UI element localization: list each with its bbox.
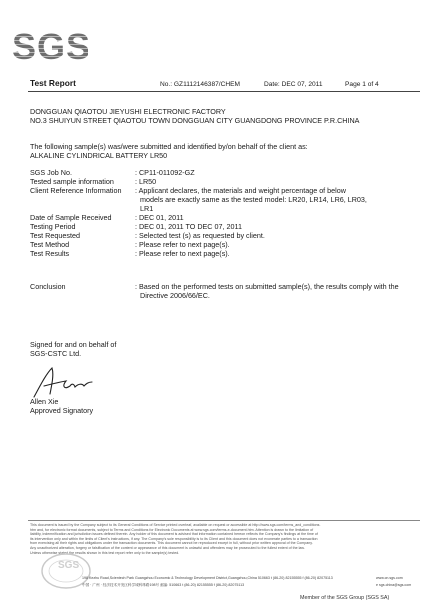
field-value: : CP11-011092-GZ xyxy=(135,168,195,177)
disclaimer-line: Unless otherwise stated the results shown in this test report refer only to the sample(s) tested. xyxy=(30,550,180,555)
conclusion-label: Conclusion xyxy=(30,282,66,291)
header-divider xyxy=(28,91,420,92)
field-value: : Applicant declares, the materials and weight percentage of below xyxy=(135,186,346,195)
field-label: Testing Period xyxy=(30,222,76,231)
document-title: Test Report xyxy=(30,78,76,88)
footer-address-cn: 中国 · 广州 · 经济技术开发区科学城科珠路198号 邮编: 510663 t (86-20) 82155555 f (86-20) 82075113 xyxy=(82,583,245,587)
field-value: : Please refer to next page(s). xyxy=(135,240,230,249)
sgs-logo xyxy=(12,26,92,68)
conclusion-text: : Based on the performed tests on submitted sample(s), the results comply with the xyxy=(135,282,399,291)
disclaimer-line: This document is issued by the Company subject to its General Conditions of Service printed overleaf, available on request or accessible at http://www.sgs.com/terms_and_conditions. xyxy=(30,523,321,527)
disclaimer-line: Any unauthorized alteration, forgery or falsification of the content or appearance of this document is unlawful and offenders may be prosecuted to the fullest extent of the law. xyxy=(30,545,305,550)
client-address: NO.3 SHUIYUN STREET QIAOTOU TOWN DONGGUAN CITY GUANGDONG PROVINCE P.R.CHINA xyxy=(30,116,360,125)
report-number: No.: GZ1112146387/CHEM xyxy=(160,81,241,88)
disclaimer-line: liability, indemnification and jurisdiction issues defined therein. Any holder of this document is advised that information contained hereon reflects the Company's findings at the time of xyxy=(30,532,318,537)
disclaimer-line: from exercising all their rights and obligations under the transaction documents. This document cannot be reproduced except in full, without prior written approval of the Company. xyxy=(30,541,313,546)
footer-divider xyxy=(28,520,420,521)
sample-description: ALKALINE CYLINDRICAL BATTERY LR50 xyxy=(30,151,168,160)
footer-email: e sgs.china@sgs.com xyxy=(376,583,412,587)
sample-intro: The following sample(s) was/were submitted and identified by/on behalf of the client as: xyxy=(30,142,308,151)
signatory-title: Approved Signatory xyxy=(30,406,94,415)
client-name: DONGGUAN QIAOTOU JIEYUSHI ELECTRONIC FACTORY xyxy=(30,107,226,116)
field-label: Test Requested xyxy=(30,231,80,240)
field-label: Date of Sample Received xyxy=(30,213,112,222)
handwritten-signature xyxy=(30,364,100,400)
field-value: : DEC 01, 2011 xyxy=(135,213,184,222)
footer-address-en: 198 Kezhu Road,Scientech Park Guangzhou Economic & Technology Development District,Guangzhou,China 510663 t (86-20) 82155555 f (86-20) 82075113 xyxy=(82,576,333,580)
field-value: : Please refer to next page(s). xyxy=(135,249,230,258)
sgs-logo-text: SGS xyxy=(12,26,92,67)
signed-for-text: Signed for and on behalf of xyxy=(30,340,117,349)
field-label: Tested sample information xyxy=(30,177,114,186)
field-label: Test Results xyxy=(30,249,70,258)
seal-stamp-text: SGS xyxy=(58,560,80,571)
disclaimer-line: htm and, for electronic format documents, subject to Terms and Conditions for Electronic Documents at www.sgs.com/terms-e-document.htm. Attention is drawn to the limitation of xyxy=(30,527,314,532)
field-value: : Selected test (s) as requested by client. xyxy=(135,231,265,240)
footer-website: www.cn.sgs.com xyxy=(376,576,403,580)
field-value-continued: models are exactly same as the tested model: LR20, LR14, LR6, LR03, xyxy=(140,195,367,204)
page-number: Page 1 of 4 xyxy=(345,81,379,88)
signatory-name: Allen Xie xyxy=(30,397,59,406)
field-value: : LR50 xyxy=(135,177,157,186)
field-label: SGS Job No. xyxy=(30,168,72,177)
field-value-continued: LR1 xyxy=(140,204,154,213)
conclusion-text-continued: Directive 2006/66/EC. xyxy=(140,291,210,300)
report-date: Date: DEC 07, 2011 xyxy=(264,81,323,88)
field-value: : DEC 01, 2011 TO DEC 07, 2011 xyxy=(135,222,242,231)
signing-company: SGS-CSTC Ltd. xyxy=(30,349,82,358)
group-membership: Member of the SGS Group (SGS SA) xyxy=(300,595,390,601)
disclaimer-line: its intervention only and within the limits of Client's instructions, if any. The Company's sole responsibility is to its Client and this document does not exonerate parties to a transaction xyxy=(30,536,318,541)
disclaimer xyxy=(30,523,320,555)
field-label: Client Reference Information xyxy=(30,186,122,195)
field-label: Test Method xyxy=(30,240,70,249)
